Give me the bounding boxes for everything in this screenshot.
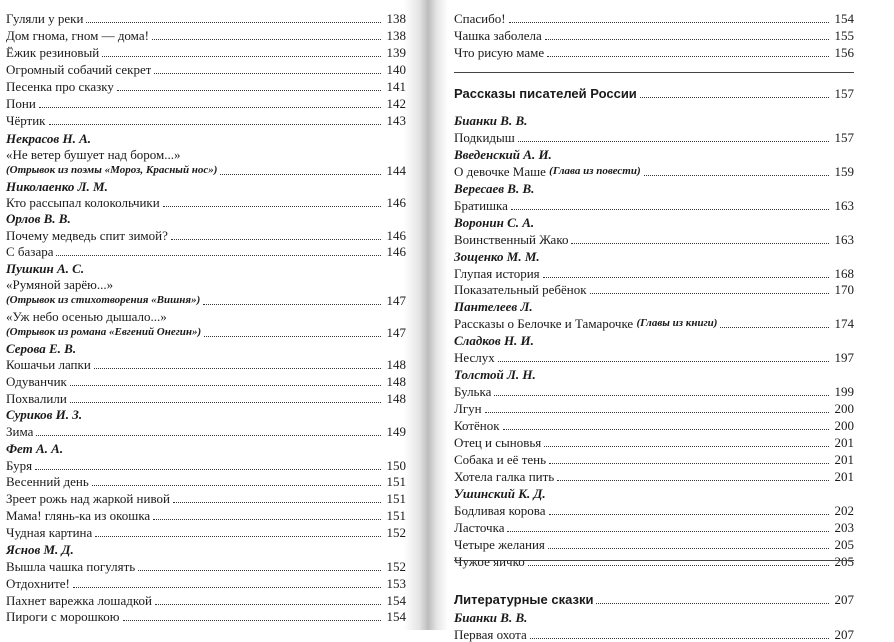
toc-entry[interactable] [6,557,406,574]
entry-title: Пахнет варежка лошадкой [6,593,152,608]
entry-title: Буря [6,458,33,473]
dot-leader [204,336,381,337]
author-name: Некрасов Н. А. [6,131,92,146]
author-name: Воронин С. А. [454,215,535,230]
page-number: 144 [386,163,406,178]
toc-entry[interactable] [6,26,406,43]
toc-entry[interactable] [454,535,854,552]
dot-leader [545,39,829,40]
page-number: 148 [386,391,406,406]
toc-entry[interactable] [454,314,854,331]
author-name: Пушкин А. С. [6,261,85,276]
entry-title: Показательный ребёнок [454,282,587,297]
dot-leader [549,514,829,515]
dot-leader [153,519,381,520]
toc-entry[interactable] [6,43,406,60]
author-heading [454,484,854,501]
dot-leader [39,107,381,108]
page-number: 148 [386,357,406,372]
author-heading [454,111,854,128]
entry-title: Одуванчик [6,374,67,389]
toc-entry[interactable] [454,128,854,145]
page-number: 207 [834,592,854,607]
dot-leader [49,124,381,125]
page-number: 157 [834,86,854,101]
author-heading [6,209,406,226]
page-number: 151 [386,474,406,489]
dot-leader [123,620,381,621]
dot-leader [220,174,381,175]
page-number: 174 [834,316,854,331]
page-number: 151 [386,508,406,523]
page-number: 154 [834,11,854,26]
entry-title: Чашка заболела [454,28,542,43]
entry-title: Чёртик [6,113,46,128]
toc-entry[interactable] [6,111,406,128]
entry-title: Зреет рожь над жаркой нивой [6,491,170,506]
dot-leader [507,531,829,532]
entry-note: (Главы из книги) [636,317,718,329]
page-number: 149 [386,424,406,439]
book-spine-shadow [404,0,448,630]
entry-title: Кто рассыпал колокольчики [6,195,160,210]
dot-leader [35,469,381,470]
toc-entry[interactable] [6,372,406,389]
dot-leader [152,39,381,40]
toc-subentry[interactable] [6,323,406,340]
toc-entry[interactable] [454,264,854,281]
author-name: Серова Е. В. [6,341,77,356]
author-heading [454,247,854,264]
toc-entry[interactable] [6,456,406,473]
dot-leader [154,73,381,74]
page-number: 154 [386,593,406,608]
dot-leader [571,243,829,244]
dot-leader [511,209,829,210]
entry-title: Почему медведь спит зимой? [6,228,168,243]
page-number: 147 [386,293,406,308]
page-number: 200 [834,418,854,433]
dot-leader [155,604,381,605]
author-heading [6,129,406,146]
page-number: 146 [386,244,406,259]
dot-leader [102,56,381,57]
page-number: 163 [834,232,854,247]
dot-leader [503,429,829,430]
page-number: 159 [834,164,854,179]
toc-entry[interactable] [6,389,406,406]
entry-title: Бодливая корова [454,503,546,518]
author-heading [454,608,854,625]
page-number: 152 [386,525,406,540]
dot-leader [485,412,829,413]
author-name: Орлов В. В. [6,211,71,226]
author-name: Фет А. А. [6,441,64,456]
toc-entry[interactable] [454,9,854,26]
dot-leader [36,435,381,436]
page-number: 203 [834,520,854,535]
dot-leader [644,175,829,176]
dot-leader [70,385,381,386]
author-name: Бианки В. В. [454,610,528,625]
author-heading [454,179,854,196]
page-number: 143 [386,113,406,128]
page-number: 163 [834,198,854,213]
entry-title: Воинственный Жако [454,232,569,247]
dot-leader [95,536,381,537]
dot-leader [549,463,829,464]
toc-entry[interactable] [6,422,406,439]
dot-leader [138,570,381,571]
toc-entry[interactable] [454,399,854,416]
dot-leader [494,395,829,396]
toc-entry[interactable] [454,348,854,365]
author-name: Николаенко Л. М. [6,179,108,194]
dot-leader [596,603,829,604]
dot-leader [86,22,381,23]
entry-title: Лгун [454,401,482,416]
entry-title: Спасибо! [454,11,506,26]
page-number: 156 [834,45,854,60]
dot-leader [547,56,829,57]
toc-entry[interactable] [454,450,854,467]
entry-title: Весенний день [6,474,89,489]
author-heading [454,145,854,162]
dot-leader [509,22,829,23]
dot-leader [518,141,829,142]
dot-leader [203,304,381,305]
toc-entry[interactable] [6,506,406,523]
page-number: 157 [834,130,854,145]
entry-title: (Отрывок из романа «Евгений Онегин») [6,326,202,338]
dot-leader [720,327,829,328]
dot-leader [56,255,381,256]
toc-entry[interactable] [6,193,406,210]
dot-leader [528,565,829,566]
entry-title: Ёжик резиновый [6,45,100,60]
author-name: Ушинский К. Д. [454,486,546,501]
author-heading [454,331,854,348]
page-number: 199 [834,384,854,399]
page-number: 200 [834,401,854,416]
dot-leader [498,361,829,362]
page-number: 205 [834,537,854,552]
entry-title: Гуляли у реки [6,11,84,26]
page-number: 152 [386,559,406,574]
page-number: 153 [386,576,406,591]
author-name: Сладков Н. И. [454,333,534,348]
entry-title: С базара [6,244,54,259]
toc-entry[interactable] [454,433,854,450]
author-name: Введенский А. И. [454,147,552,162]
toc-text-line [6,145,406,162]
section-divider [454,72,854,73]
author-name: Яснов М. Д. [6,542,74,557]
page-number: 138 [386,11,406,26]
entry-title: Неслух [454,350,495,365]
entry-title: Похвалили [6,391,67,406]
entry-title: (Отрывок из стихотворения «Вишня») [6,294,201,306]
page-number: 147 [386,325,406,340]
toc-entry[interactable] [454,196,854,213]
entry-title: Мама! глянь-ка из окошка [6,508,151,523]
entry-title: Пони [6,96,36,111]
dot-leader [171,239,381,240]
entry-title: Кошачьи лапки [6,357,91,372]
author-name: Суриков И. З. [6,407,83,422]
toc-entry[interactable] [454,416,854,433]
page-number: 140 [386,62,406,77]
toc-entry[interactable] [454,280,854,297]
entry-title: Дом гнома, гном — дома! [6,28,149,43]
section-heading[interactable] [454,84,854,101]
author-heading [6,540,406,557]
page-number: 151 [386,491,406,506]
author-name: Зощенко М. М. [454,249,540,264]
entry-title: Первая охота [454,627,527,642]
entry-title: «Румяной зарёю...» [6,277,114,292]
dot-leader [73,587,381,588]
dot-leader [557,480,829,481]
toc-entry[interactable] [6,226,406,243]
toc-subentry[interactable] [6,161,406,178]
entry-title: Пироги с морошкою [6,609,120,624]
toc-entry[interactable] [454,625,854,642]
dot-leader [163,206,381,207]
toc-entry[interactable] [6,94,406,111]
toc-text-line [6,275,406,292]
page-number: 207 [834,627,854,642]
toc-entry[interactable] [454,43,854,60]
dot-leader [548,548,829,549]
dot-leader [640,97,829,98]
page-number: 205 [834,554,854,569]
toc-entry[interactable] [6,60,406,77]
entry-title: Булька [454,384,492,399]
entry-title: Ласточка [454,520,505,535]
section-title: Литературные сказки [454,592,594,607]
section-heading[interactable] [454,590,854,607]
page-number: 170 [834,282,854,297]
entry-title: О девочке Маше [454,164,546,179]
entry-title: Котёнок [454,418,500,433]
entry-title: Чудная картина [6,525,93,540]
dot-leader [70,402,381,403]
toc-entry[interactable] [6,607,406,624]
toc-entry[interactable] [6,242,406,259]
author-heading [6,177,406,194]
toc-entry[interactable] [454,382,854,399]
page-number: 146 [386,228,406,243]
section-title: Рассказы писателей России [454,86,637,101]
page-number: 138 [386,28,406,43]
author-name: Бианки В. В. [454,113,528,128]
toc-entry[interactable] [454,230,854,247]
page-number: 142 [386,96,406,111]
toc-entry[interactable] [6,472,406,489]
dot-leader [117,90,381,91]
toc-entry[interactable] [6,355,406,372]
toc-entry[interactable] [6,77,406,94]
page-number: 146 [386,195,406,210]
toc-entry[interactable] [6,9,406,26]
toc-subentry[interactable] [6,291,406,308]
toc-entry[interactable] [454,518,854,535]
entry-title: Огромный собачий секрет [6,62,152,77]
author-heading [6,405,406,422]
author-heading [454,213,854,230]
toc-entry[interactable] [454,501,854,518]
entry-title: Четыре желания [454,537,545,552]
page-number: 197 [834,350,854,365]
page-number: 148 [386,374,406,389]
page-number: 202 [834,503,854,518]
dot-leader [173,502,381,503]
entry-title: Отец и сыновья [454,435,542,450]
entry-title: Что рисую маме [454,45,545,60]
page-number: 155 [834,28,854,43]
entry-title: Чужое яичко [454,554,525,569]
page-number: 201 [834,452,854,467]
entry-title: Рассказы о Белочке и Тамарочке [454,316,634,331]
entry-title: Братишка [454,198,508,213]
dot-leader [530,638,829,639]
entry-title: (Отрывок из поэмы «Мороз, Красный нос») [6,164,218,176]
toc-entry[interactable] [6,489,406,506]
entry-note: (Глава из повести) [549,165,641,177]
entry-title: «Уж небо осенью дышало...» [6,309,167,324]
entry-title: Вышла чашка погулять [6,559,136,574]
toc-entry[interactable] [6,523,406,540]
author-heading [454,297,854,314]
page-number: 201 [834,469,854,484]
dot-leader [590,293,829,294]
toc-entry[interactable] [6,574,406,591]
page-number: 154 [386,609,406,624]
entry-title: Зима [6,424,34,439]
page-number: 150 [386,458,406,473]
author-heading [6,339,406,356]
entry-title: Глупая история [454,266,540,281]
toc-entry[interactable] [454,467,854,484]
author-heading [454,365,854,382]
page-number: 168 [834,266,854,281]
entry-title: Песенка про сказку [6,79,114,94]
toc-entry[interactable] [454,162,854,179]
dot-leader [544,446,829,447]
author-heading [6,439,406,456]
author-name: Толстой Л. Н. [454,367,536,382]
toc-entry[interactable] [6,591,406,608]
author-name: Пантелеев Л. [454,299,533,314]
entry-title: Отдохните! [6,576,70,591]
entry-title: Собака и её тень [454,452,547,467]
entry-title: Подкидыш [454,130,515,145]
page-number: 201 [834,435,854,450]
section-divider [454,560,854,561]
page-number: 139 [386,45,406,60]
dot-leader [92,485,381,486]
dot-leader [543,277,829,278]
page-number: 141 [386,79,406,94]
author-name: Вересаев В. В. [454,181,535,196]
entry-title: «Не ветер бушует над бором...» [6,147,181,162]
entry-title: Хотела галка пить [454,469,555,484]
dot-leader [94,368,381,369]
toc-text-line [6,307,406,324]
toc-entry[interactable] [454,26,854,43]
author-heading [6,259,406,276]
